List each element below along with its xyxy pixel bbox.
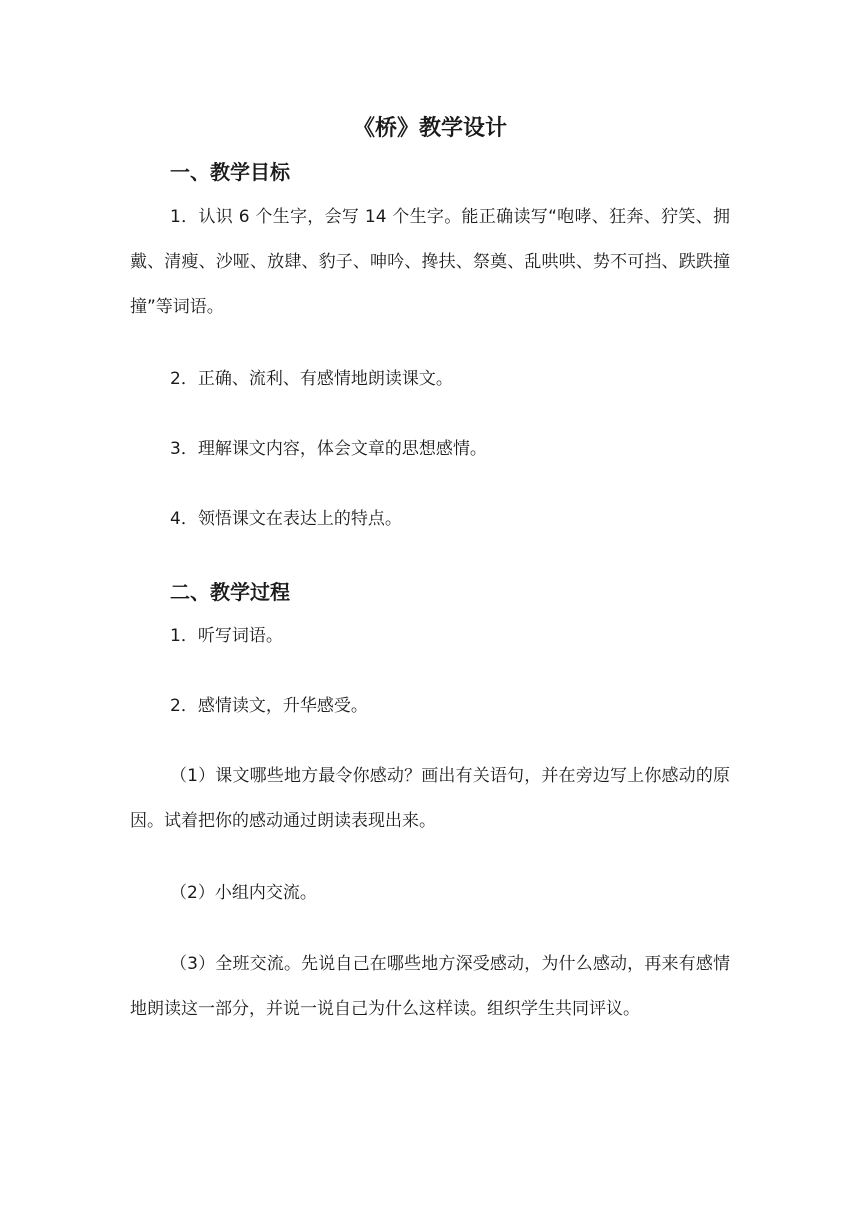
process-item-1: 1．听写词语。 [170,626,283,646]
process-item-2: 2．感情读文，升华感受。 [170,696,368,716]
process-item-5: （3）全班交流。先说自己在哪些地方深受感动，为什么感动，再来有感情地朗读这一部分，并说一说自己为什么这样读。组织学生共同评议。 [130,954,730,1019]
document-title: 《桥》教学设计 [352,116,507,141]
objective-item-1: 1．认识 6 个生字，会写 14 个生字。能正确读写“咆哮、狂奔、狞笑、拥戴、清瘦、沙哑、放肆、豹子、呻吟、搀扶、祭奠、乱哄哄、势不可挡、跌跌撞撞”等词语。 [130,207,730,317]
process-item-3: （1）课文哪些地方最令你感动？画出有关语句，并在旁边写上你感动的原因。试着把你的感动通过朗读表现出来。 [130,766,730,831]
process-item-4: （2）小组内交流。 [170,883,317,903]
objective-item-4: 4．领悟课文在表达上的特点。 [170,509,402,529]
objective-item-3: 3．理解课文内容，体会文章的思想感情。 [170,439,487,459]
section-heading-objectives: 一、教学目标 [170,160,290,184]
section-heading-process: 二、教学过程 [170,580,290,604]
objective-item-2: 2．正确、流利、有感情地朗读课文。 [170,369,453,389]
